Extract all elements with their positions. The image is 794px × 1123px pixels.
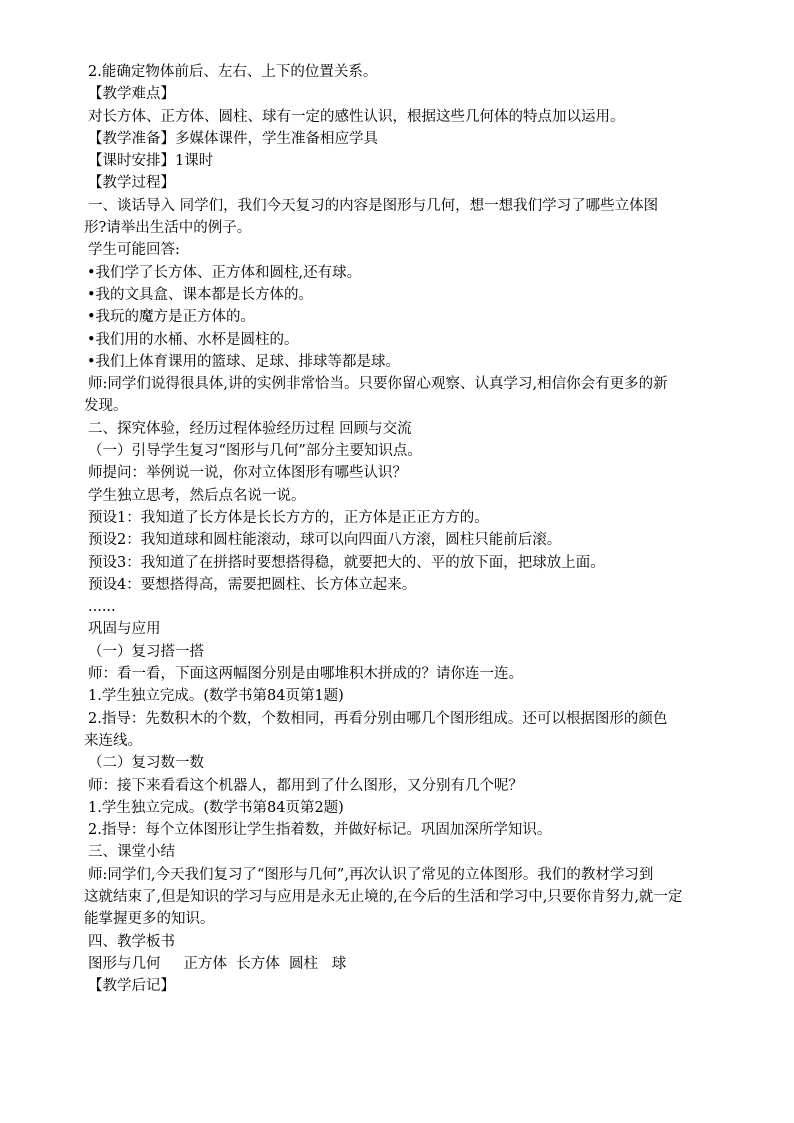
ellipsis: ...... [88, 599, 116, 616]
preset-answer: 预设1：我知道了长方体是长长方方的，正方体是正正方方的。 [88, 509, 489, 526]
exercise-step: 1.学生独立完成。(数学书第84页第2题) [88, 799, 344, 816]
summary-line-2: 这就结束了,但是知识的学习与应用是永无止境的,在今后的生活和学习中,只要你肯努力,就一定 [84, 888, 683, 905]
answer-bullet: •我玩的魔方是正方体的。 [87, 309, 256, 326]
preset-answer: 预设2：我知道球和圆柱能滚动，球可以向四面八方滚，圆柱只能前后滚。 [88, 532, 562, 549]
preset-answer: 预设4：要想搭得高，需要把圆柱、长方体立起来。 [88, 576, 417, 593]
teacher-instruction: 师：接下来看看这个机器人，都用到了什么图形，又分别有几个呢？ [88, 777, 523, 794]
subsection-build-review: （一）复习搭一搭 [88, 643, 204, 660]
preset-answer: 预设3：我知道了在拼搭时要想搭得稳，就要把大的、平的放下面，把球放上面。 [88, 554, 605, 571]
section-heading-blackboard: 四、教学板书 [88, 933, 175, 950]
section-heading-explore: 二、探究体验，经历过程体验经历过程 回顾与交流 [88, 420, 412, 437]
exercise-step: 1.学生独立完成。(数学书第84页第1题) [88, 688, 344, 705]
document-body [84, 61, 734, 997]
blackboard-content: 图形与几何 正方体 长方体 圆柱 球 [88, 955, 347, 972]
answer-bullet: •我的文具盒、课本都是长方体的。 [87, 286, 314, 303]
section-heading-preparation: 【教学准备】多媒体课件，学生准备相应学具 [88, 130, 378, 147]
student-answers-heading: 学生可能回答: [88, 242, 180, 259]
section-heading-consolidate: 巩固与应用 [88, 621, 161, 638]
summary-line-3: 能掌握更多的知识。 [84, 911, 215, 928]
student-thinking: 学生独立思考，然后点名说一说。 [88, 487, 306, 504]
section-heading-reflection: 【教学后记】 [88, 978, 175, 995]
teacher-question: 师提问：举例说一说，你对立体图形有哪些认识？ [88, 465, 407, 482]
teacher-instruction: 师：看一看，下面这两幅图分别是由哪堆积木拼成的？请你连一连。 [88, 666, 523, 683]
difficulty-text: 对长方体、正方体、圆柱、球有一定的感性认识，根据这些几何体的特点加以运用。 [88, 108, 625, 125]
answer-bullet: •我们上体育课用的篮球、足球、排球等都是球。 [87, 353, 401, 370]
intro-paragraph-line-1: 一、谈话导入 同学们，我们今天复习的内容是图形与几何，想一想我们学习了哪些立体图 [88, 197, 659, 214]
teacher-comment-line-2: 发现。 [84, 398, 128, 415]
teacher-comment-line-1: 师:同学们说得很具体,讲的实例非常恰当。只要你留心观察、认真学习,相信你会有更多的新 [88, 376, 668, 393]
section-heading-schedule: 【课时安排】1课时 [88, 153, 214, 170]
subsection-count-review: （二）复习数一数 [88, 755, 204, 772]
objective-line: 2.能确定物体前后、左右、上下的位置关系。 [88, 64, 378, 80]
guidance-line: 2.指导：每个立体图形让学生指着数，并做好标记。巩固加深所学知识。 [88, 822, 552, 839]
intro-paragraph-line-2: 形?请举出生活中的例子。 [84, 220, 252, 237]
section-heading-difficulty: 【教学难点】 [88, 86, 175, 103]
answer-bullet: •我们用的水桶、水杯是圆柱的。 [87, 331, 299, 348]
section-heading-summary: 三、课堂小结 [88, 844, 175, 861]
section-heading-process: 【教学过程】 [88, 175, 175, 192]
answer-bullet: •我们学了长方体、正方体和圆柱,还有球。 [87, 264, 362, 281]
subsection-review-points: （一）引导学生复习“图形与几何”部分主要知识点。 [88, 443, 422, 460]
guidance-line-2: 来连线。 [84, 732, 142, 749]
summary-line-1: 师:同学们,今天我们复习了“图形与几何”,再次认识了常见的立体图形。我们的教材学习到 [88, 866, 654, 883]
guidance-line-1: 2.指导：先数积木的个数，个数相同，再看分别由哪几个图形组成。还可以根据图形的颜色 [88, 710, 668, 727]
